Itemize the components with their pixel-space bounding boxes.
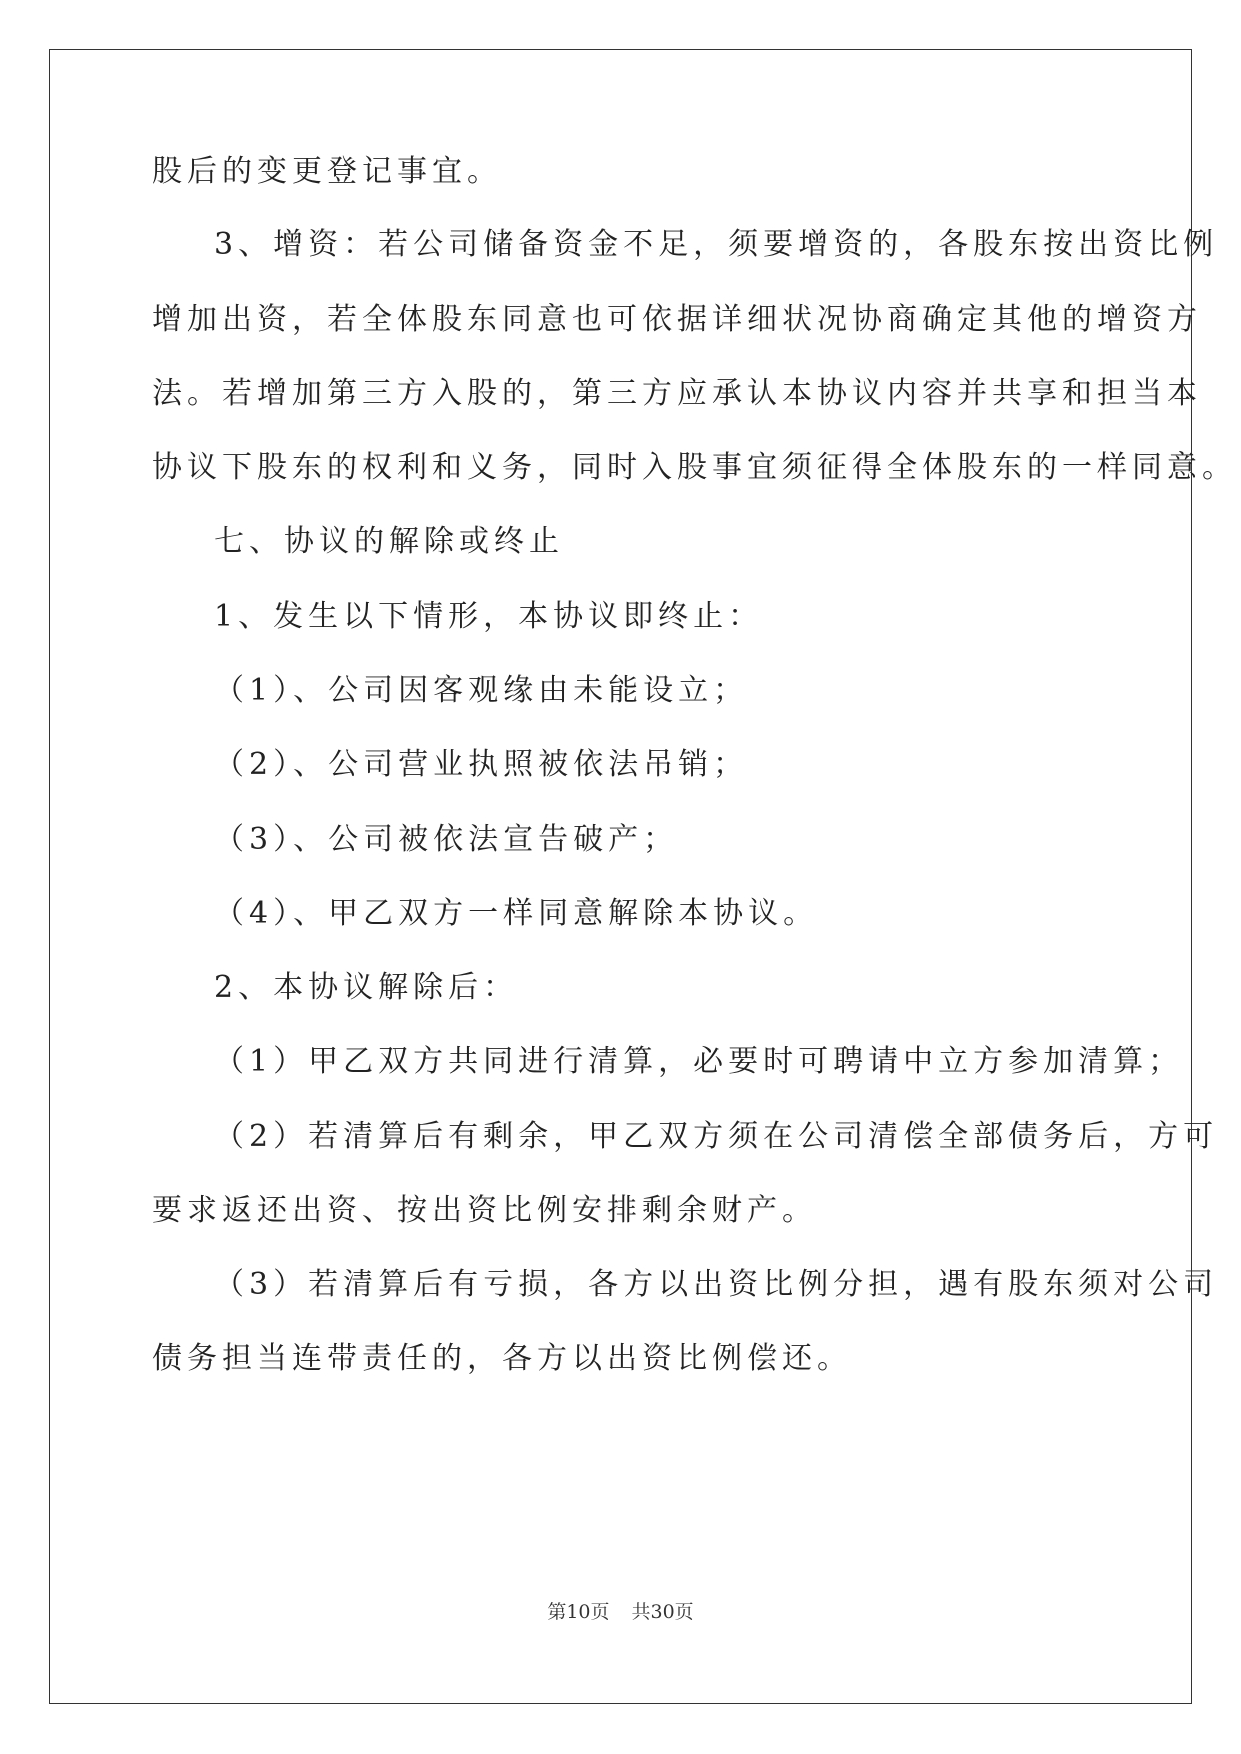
list-item: （3）、公司被依法宣告破产； [214, 822, 679, 857]
list-item: （4）、甲乙双方一样同意解除本协议。 [214, 896, 819, 931]
text-line: 3、增资：若公司储备资金不足，须要增资的，各股东按出资比例 [214, 227, 1219, 262]
page-number: 第10页 [547, 1601, 610, 1623]
page-total: 共30页 [631, 1601, 694, 1623]
list-item: （1）甲乙双方共同进行清算，必要时可聘请中立方参加清算； [214, 1044, 1184, 1079]
text-line: 法。若增加第三方入股的，第三方应承认本协议内容并共享和担当本 [152, 376, 1202, 411]
text-line: 协议下股东的权利和义务，同时入股事宜须征得全体股东的一样同意。 [152, 450, 1237, 485]
text-line: 1、发生以下情形，本协议即终止： [214, 599, 764, 634]
list-item: （2）若清算后有剩余，甲乙双方须在公司清偿全部债务后，方可 [214, 1119, 1219, 1154]
text-line: 增加出资，若全体股东同意也可依据详细状况协商确定其他的增资方 [152, 302, 1202, 337]
text-line: 要求返还出资、按出资比例安排剩余财产。 [152, 1193, 817, 1228]
list-item: （3）若清算后有亏损，各方以出资比例分担，遇有股东须对公司 [214, 1267, 1219, 1302]
list-item: （1）、公司因客观缘由未能设立； [214, 673, 749, 708]
section-heading: 七、协议的解除或终止 [214, 524, 564, 559]
list-item: （2）、公司营业执照被依法吊销； [214, 747, 749, 782]
text-line: 债务担当连带责任的，各方以出资比例偿还。 [152, 1341, 852, 1376]
text-line: 股后的变更登记事宜。 [152, 154, 502, 189]
page-footer [0, 1600, 1241, 1624]
text-line: 2、本协议解除后： [214, 970, 519, 1005]
page-border [49, 49, 1192, 1704]
